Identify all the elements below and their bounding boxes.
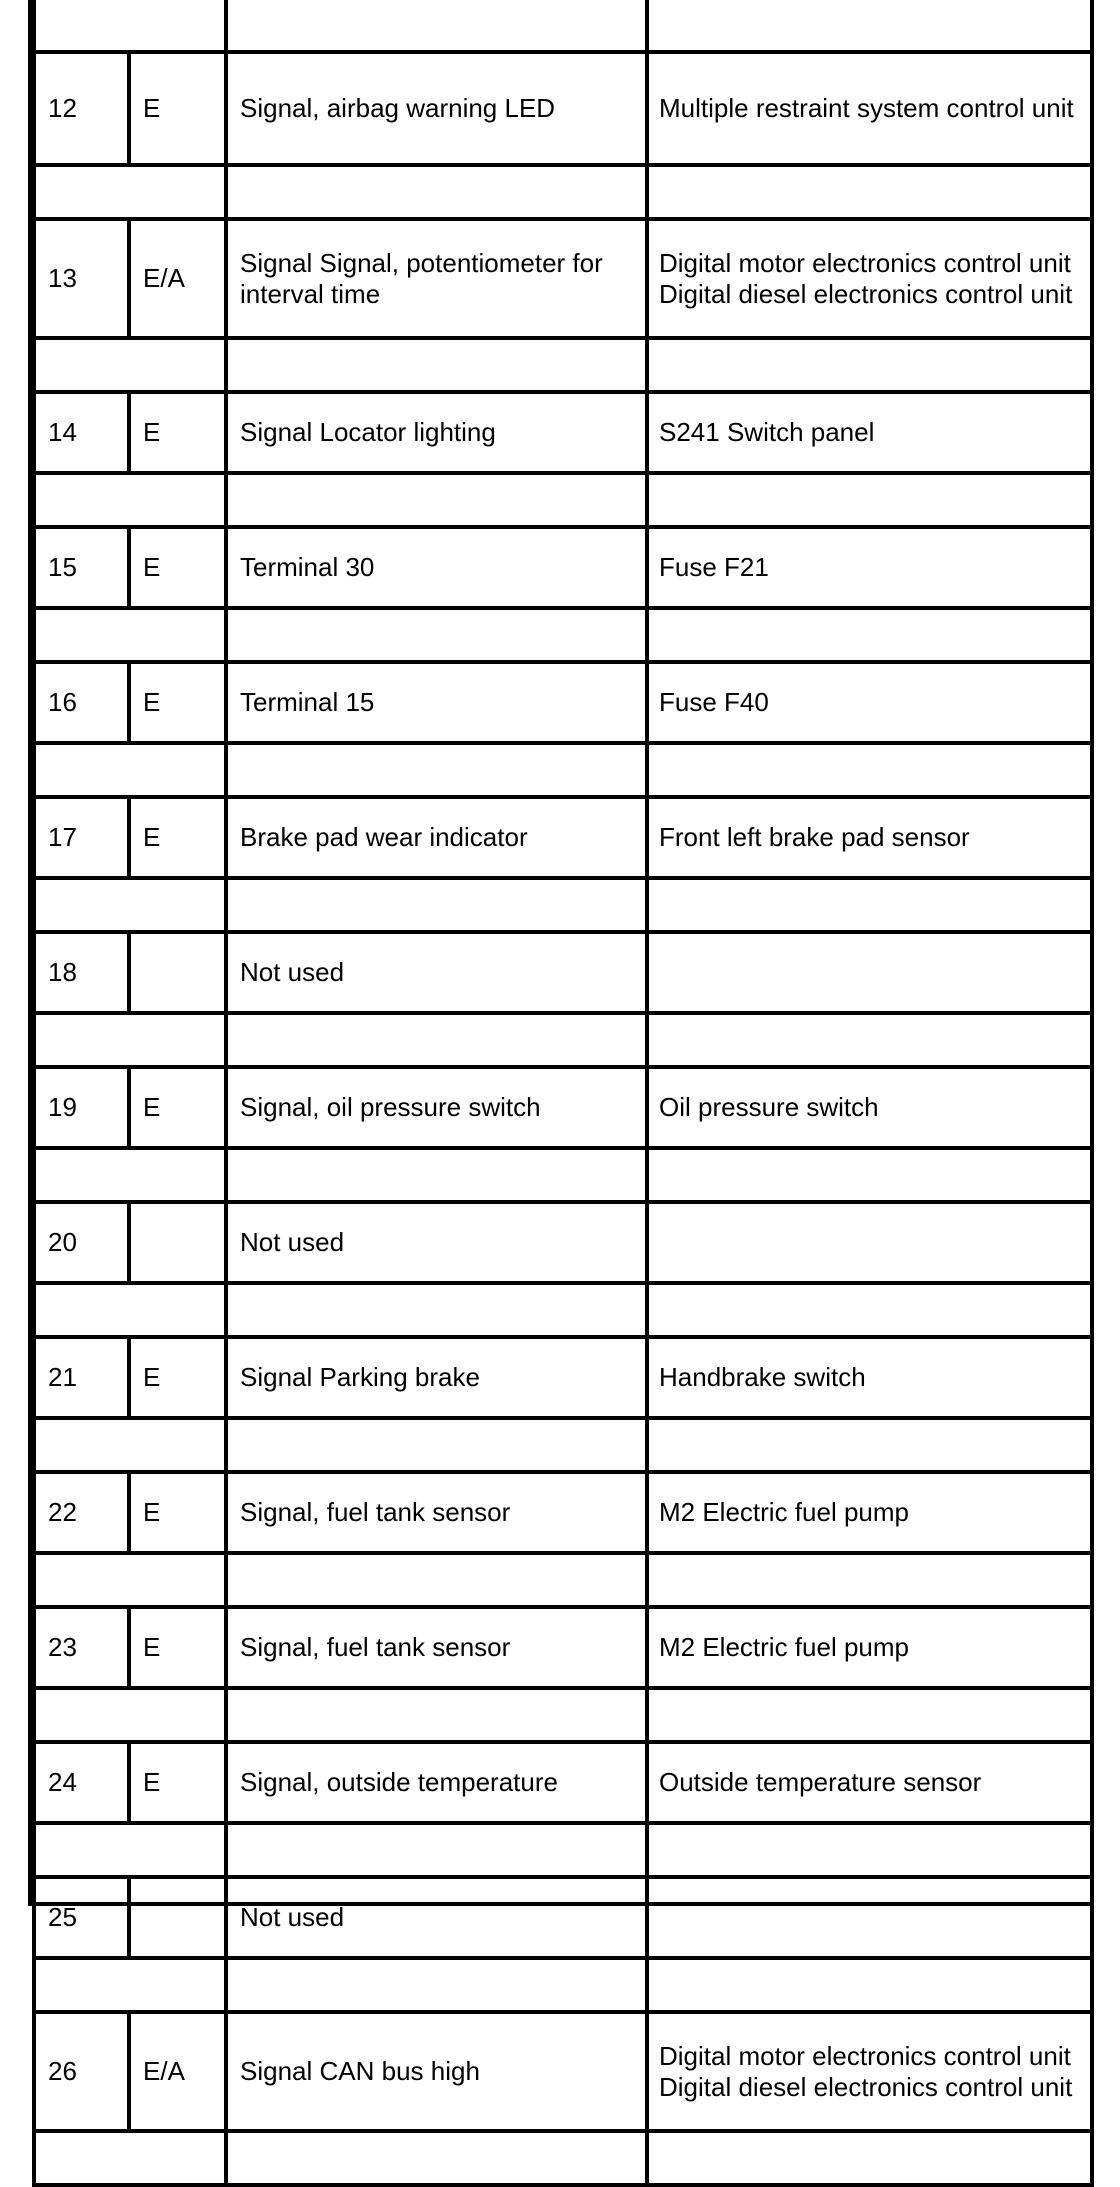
spacer-cell (647, 1553, 1092, 1607)
spacer-row (34, 1013, 1092, 1067)
table-row (34, 662, 1092, 743)
signal-description-cell: Not used (226, 1202, 647, 1283)
pin-assignment-table-frame (28, 0, 1094, 2102)
spacer-cell (226, 878, 647, 932)
signal-description-cell: Not used (226, 1877, 647, 1958)
pin-number-cell: 17 (34, 797, 129, 878)
table-row (34, 219, 1092, 338)
spacer-cell (34, 165, 226, 219)
table-row (34, 52, 1092, 165)
direction-cell: E (129, 1067, 226, 1148)
spacer-cell (34, 1013, 226, 1067)
spacer-cell (34, 1688, 226, 1742)
spacer-row (34, 1958, 1092, 2012)
pin-number-cell: 16 (34, 662, 129, 743)
spacer-cell (34, 1148, 226, 1202)
direction-cell: E/A (129, 2012, 226, 2131)
signal-description-cell: Signal, airbag warning LED (226, 52, 647, 165)
spacer-cell (647, 338, 1092, 392)
spacer-cell (34, 473, 226, 527)
connection-cell (647, 1202, 1092, 1283)
spacer-cell (647, 1013, 1092, 1067)
spacer-cell (226, 1418, 647, 1472)
signal-description-cell: Signal Locator lighting (226, 392, 647, 473)
connection-cell: Handbrake switch (647, 1337, 1092, 1418)
spacer-row (34, 1823, 1092, 1877)
connection-cell (647, 932, 1092, 1013)
spacer-cell (647, 1418, 1092, 1472)
table-body (34, 0, 1092, 2185)
spacer-cell (226, 473, 647, 527)
spacer-cell (647, 1688, 1092, 1742)
connection-cell: S241 Switch panel (647, 392, 1092, 473)
pin-number-cell: 22 (34, 1472, 129, 1553)
spacer-cell (647, 165, 1092, 219)
direction-cell (129, 1202, 226, 1283)
direction-cell: E (129, 662, 226, 743)
direction-cell (129, 1877, 226, 1958)
direction-cell: E (129, 392, 226, 473)
spacer-cell (226, 2131, 647, 2185)
pin-number-cell: 25 (34, 1877, 129, 1958)
direction-cell (129, 932, 226, 1013)
signal-description-cell: Signal Signal, potentiometer for interval time (226, 219, 647, 338)
spacer-row (34, 878, 1092, 932)
spacer-row (34, 1553, 1092, 1607)
spacer-cell (226, 0, 647, 52)
connection-cell: Outside temperature sensor (647, 1742, 1092, 1823)
signal-description-cell: Terminal 30 (226, 527, 647, 608)
pin-number-cell: 19 (34, 1067, 129, 1148)
spacer-cell (647, 878, 1092, 932)
spacer-cell (34, 743, 226, 797)
connection-cell: Fuse F40 (647, 662, 1092, 743)
table-row (34, 1472, 1092, 1553)
spacer-cell (226, 338, 647, 392)
signal-description-cell: Not used (226, 932, 647, 1013)
direction-cell: E (129, 1607, 226, 1688)
table-row (34, 392, 1092, 473)
spacer-row (34, 2131, 1092, 2185)
spacer-cell (34, 2131, 226, 2185)
table-row (34, 2012, 1092, 2131)
table-row (34, 527, 1092, 608)
spacer-cell (34, 1823, 226, 1877)
connection-cell: Digital motor electronics control unit Digital diesel electronics control unit (647, 219, 1092, 338)
spacer-cell (647, 2131, 1092, 2185)
connection-cell: M2 Electric fuel pump (647, 1607, 1092, 1688)
connection-cell: M2 Electric fuel pump (647, 1472, 1092, 1553)
spacer-cell (34, 338, 226, 392)
connection-cell: Fuse F21 (647, 527, 1092, 608)
spacer-cell (34, 1418, 226, 1472)
spacer-cell (647, 1148, 1092, 1202)
spacer-cell (226, 165, 647, 219)
spacer-row (34, 1688, 1092, 1742)
direction-cell: E/A (129, 219, 226, 338)
direction-cell: E (129, 527, 226, 608)
signal-description-cell: Brake pad wear indicator (226, 797, 647, 878)
connection-cell: Oil pressure switch (647, 1067, 1092, 1148)
pin-number-cell: 26 (34, 2012, 129, 2131)
direction-cell: E (129, 1742, 226, 1823)
table-row (34, 1607, 1092, 1688)
pin-number-cell: 23 (34, 1607, 129, 1688)
table-row (34, 1877, 1092, 1958)
table-row (34, 1337, 1092, 1418)
pin-number-cell: 15 (34, 527, 129, 608)
table-row (34, 932, 1092, 1013)
signal-description-cell: Signal Parking brake (226, 1337, 647, 1418)
spacer-cell (647, 473, 1092, 527)
signal-description-cell: Signal, fuel tank sensor (226, 1472, 647, 1553)
pin-assignment-table (32, 0, 1094, 2187)
spacer-row (34, 743, 1092, 797)
spacer-cell (34, 0, 226, 52)
spacer-row (34, 165, 1092, 219)
pin-number-cell: 21 (34, 1337, 129, 1418)
pin-number-cell: 12 (34, 52, 129, 165)
connection-cell (647, 1877, 1092, 1958)
spacer-cell (34, 608, 226, 662)
signal-description-cell: Signal CAN bus high (226, 2012, 647, 2131)
spacer-cell (647, 1283, 1092, 1337)
connection-cell: Multiple restraint system control unit (647, 52, 1092, 165)
direction-cell: E (129, 52, 226, 165)
spacer-row (34, 1283, 1092, 1337)
spacer-cell (226, 1553, 647, 1607)
table-row (34, 1202, 1092, 1283)
pin-number-cell: 18 (34, 932, 129, 1013)
signal-description-cell: Signal, outside temperature (226, 1742, 647, 1823)
spacer-row (34, 0, 1092, 52)
direction-cell: E (129, 1337, 226, 1418)
spacer-row (34, 1418, 1092, 1472)
spacer-cell (226, 1013, 647, 1067)
spacer-cell (226, 1148, 647, 1202)
spacer-cell (647, 1958, 1092, 2012)
spacer-cell (226, 608, 647, 662)
connection-cell: Digital motor electronics control unit Digital diesel electronics control unit (647, 2012, 1092, 2131)
pin-number-cell: 13 (34, 219, 129, 338)
table-row (34, 1742, 1092, 1823)
spacer-row (34, 338, 1092, 392)
signal-description-cell: Terminal 15 (226, 662, 647, 743)
signal-description-cell: Signal, fuel tank sensor (226, 1607, 647, 1688)
signal-description-cell: Signal, oil pressure switch (226, 1067, 647, 1148)
spacer-cell (647, 743, 1092, 797)
spacer-cell (226, 1688, 647, 1742)
spacer-row (34, 473, 1092, 527)
pin-number-cell: 20 (34, 1202, 129, 1283)
spacer-cell (34, 1958, 226, 2012)
spacer-cell (647, 1823, 1092, 1877)
spacer-cell (226, 1958, 647, 2012)
spacer-cell (647, 0, 1092, 52)
spacer-cell (647, 608, 1092, 662)
pin-number-cell: 24 (34, 1742, 129, 1823)
spacer-cell (226, 1823, 647, 1877)
spacer-cell (34, 1553, 226, 1607)
table-row (34, 797, 1092, 878)
spacer-cell (226, 1283, 647, 1337)
spacer-cell (34, 1283, 226, 1337)
table-row (34, 1067, 1092, 1148)
spacer-cell (34, 878, 226, 932)
pin-number-cell: 14 (34, 392, 129, 473)
direction-cell: E (129, 797, 226, 878)
direction-cell: E (129, 1472, 226, 1553)
connection-cell: Front left brake pad sensor (647, 797, 1092, 878)
spacer-cell (226, 743, 647, 797)
spacer-row (34, 608, 1092, 662)
spacer-row (34, 1148, 1092, 1202)
